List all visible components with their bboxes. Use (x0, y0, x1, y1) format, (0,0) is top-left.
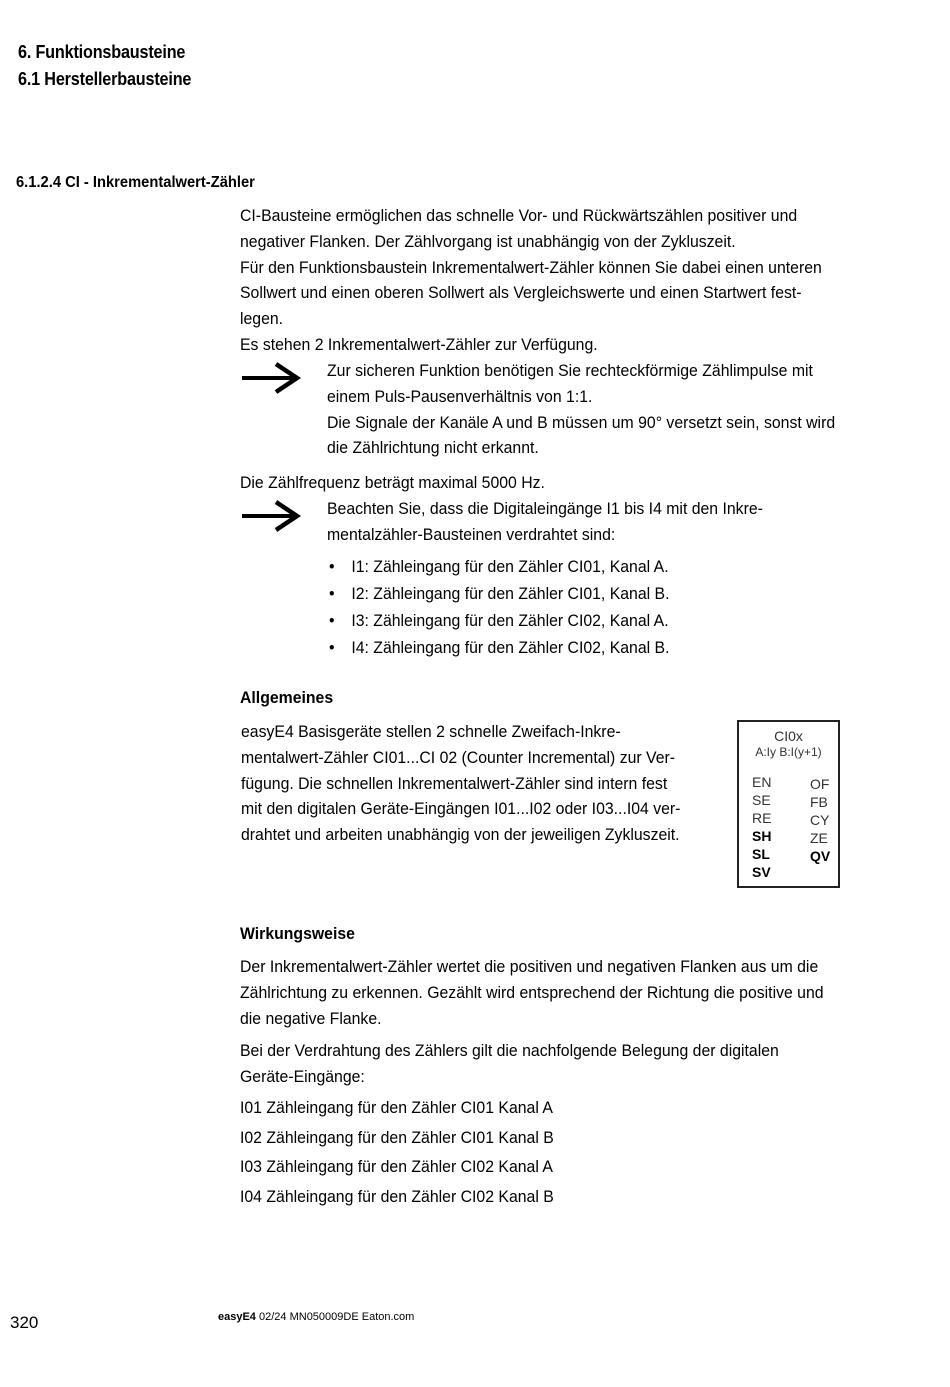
wiring-intro-text: Bei der Verdrahtung des Zählers gilt die nachfolgende Belegung der digitalen Geräte-Eingänge: (240, 1041, 779, 1086)
general-text: easyE4 Basisgeräte stellen 2 schnelle Zweifach-Inkre- mentalwert-Zähler CI01...CI 02 (Counter Incremental) zur Ver- fügung. Die schnellen Inkrementalwert-Zähler sind intern fest mit den digitalen Geräte-Eingängen I01...I02 oder I03...I04 ver- drahtet und arbeiten unabhängig von der jeweiligen Zykluszeit. (241, 722, 681, 845)
block-title: CI0x (774, 728, 803, 744)
page-number: 320 (10, 1313, 39, 1332)
frequency-text: Die Zählfrequenz beträgt maximal 5000 Hz. (240, 473, 545, 492)
arrow-right-icon (240, 499, 302, 533)
list-item: I03 Zähleingang für den Zähler CI02 Kanal A (240, 1157, 553, 1176)
list-item: • I3: Zähleingang für den Zähler CI02, Kanal A. (329, 607, 669, 634)
footer-info: easyE4 02/24 MN050009DE Eaton.com (218, 1311, 415, 1323)
note-signal-requirements: Zur sicheren Funktion benötigen Sie rechteckförmige Zählimpulse mit einem Puls-Pausenverhältnis von 1:1. Die Signale der Kanäle A und B müssen um 90° versetzt sein, sonst wird die Zählrichtung nicht erkannt. (327, 361, 836, 458)
list-item: I01 Zähleingang für den Zähler CI01 Kanal A (240, 1098, 553, 1117)
block-outputs: OF FB CY ZE QV (810, 776, 831, 864)
note-input-wiring: Beachten Sie, dass die Digitaleingänge I1 bis I4 mit den Inkre- mentalzähler-Bausteinen verdrahtet sind: (327, 499, 763, 544)
block-inputs: EN SE RE SH SL SV (752, 774, 772, 880)
list-item: • I4: Zähleingang für den Zähler CI02, Kanal B. (329, 634, 669, 661)
section-heading: 6.1 Herstellerbausteine (18, 69, 192, 89)
list-item: I02 Zähleingang für den Zähler CI01 Kanal B (240, 1127, 554, 1147)
operation-heading: Wirkungsweise (240, 924, 355, 943)
input-bullet-list (329, 553, 669, 661)
input-assignment-list (240, 1093, 554, 1211)
general-heading: Allgemeines (240, 688, 334, 707)
function-block-diagram (737, 720, 840, 888)
arrow-right-icon (240, 361, 302, 395)
block-subtitle: A:Iy B:I(y+1) (755, 745, 822, 759)
section-title: 6.1.2.4 CI - Inkrementalwert-Zähler (16, 174, 255, 191)
operation-text: Der Inkrementalwert-Zähler wertet die positiven und negativen Flanken aus um die Zählrichtung zu erkennen. Gezählt wird entsprechend der Richtung die positive und die negative Flanke. (240, 957, 824, 1028)
list-item: • I1: Zähleingang für den Zähler CI01, Kanal A. (329, 553, 669, 580)
list-item: I04 Zähleingang für den Zähler CI02 Kanal B (240, 1186, 554, 1206)
list-item: • I2: Zähleingang für den Zähler CI01, Kanal B. (329, 580, 669, 607)
chapter-heading: 6. Funktionsbausteine (18, 42, 186, 62)
intro-text: CI-Bausteine ermöglichen das schnelle Vor- und Rückwärtszählen positiver und negativer Flanken. Der Zählvorgang ist unabhängig von der Zykluszeit. Für den Funktionsbaustein Inkrementalwert-Zähler können Sie dabei einen unteren Sollwert und einen oberen Sollwert als Vergleichswerte und einen Startwert fest- legen. Es stehen 2 Inkrementalwert-Zähler zur Verfügung. (240, 206, 822, 354)
